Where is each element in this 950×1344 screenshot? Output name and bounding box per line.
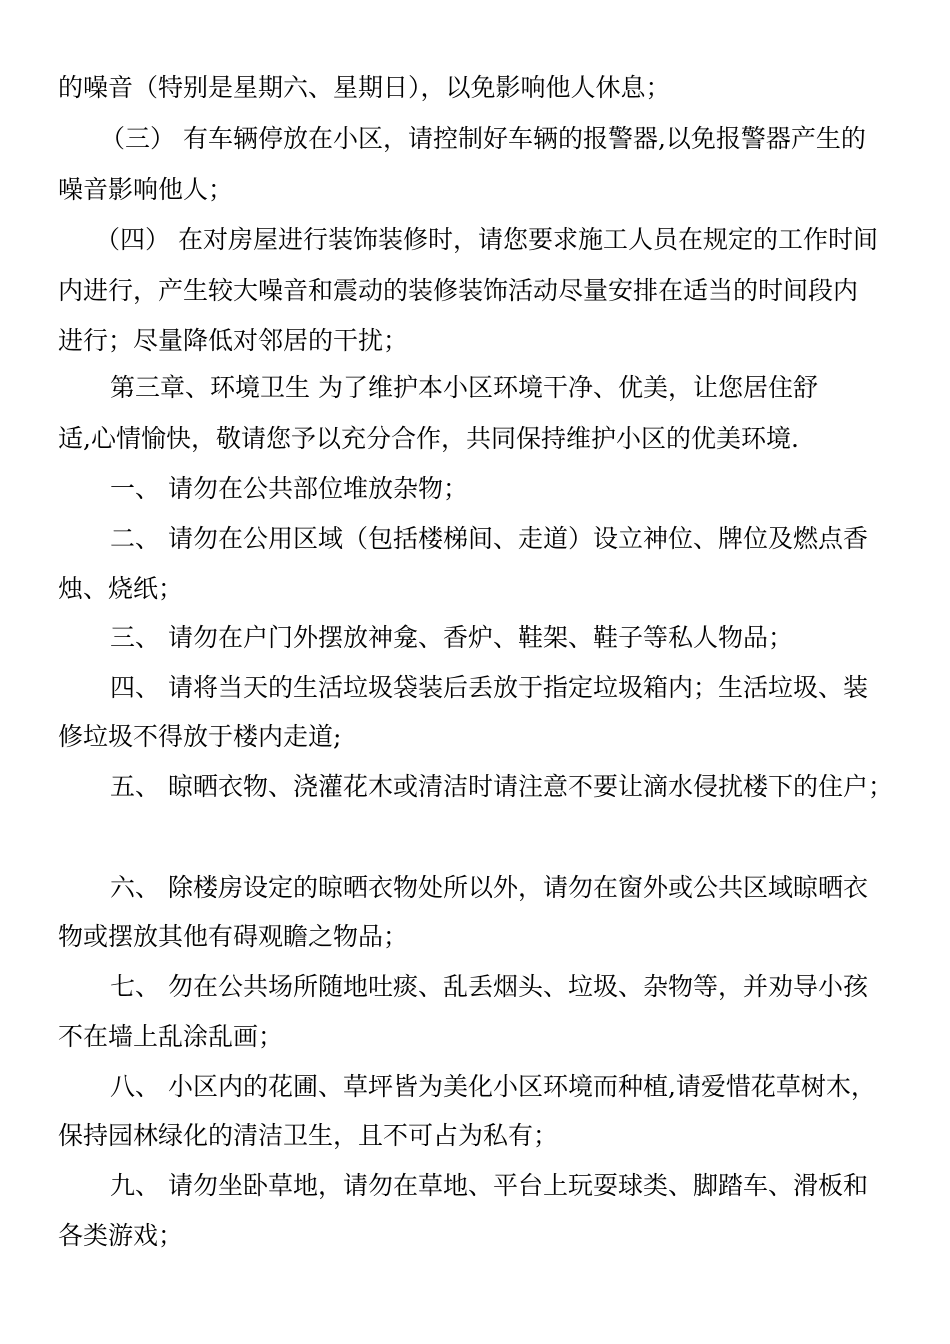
text-line: 的噪音（特别是星期六、星期日），以免影响他人休息； <box>58 73 671 102</box>
text-line: 内进行，产生较大噪音和震动的装修装饰活动尽量安排在适当的时间段内 <box>58 276 859 305</box>
list-item: 六、 除楼房设定的晾晒衣物处所以外，请勿在窗外或公共区域晾晒衣 <box>110 873 868 902</box>
text-line: （三） 有车辆停放在小区，请控制好车辆的报警器,以免报警器产生的 <box>100 124 866 153</box>
text-line: 修垃圾不得放于楼内走道; <box>58 722 342 751</box>
text-line: 噪音影响他人； <box>58 175 234 204</box>
list-item: 四、 请将当天的生活垃圾袋装后丢放于指定垃圾箱内；生活垃圾、装 <box>110 673 868 702</box>
text-line: 保持园林绿化的清洁卫生，且不可占为私有； <box>58 1121 559 1150</box>
list-item: 七、 勿在公共场所随地吐痰、乱丢烟头、垃圾、杂物等，并劝导小孩 <box>110 972 868 1001</box>
text-line: 各类游戏； <box>58 1221 184 1250</box>
list-item: 三、 请勿在户门外摆放神龛、香炉、鞋架、鞋子等私人物品； <box>110 623 793 652</box>
list-item: 五、 晾晒衣物、浇灌花木或清洁时请注意不要让滴水侵扰楼下的住户； <box>110 772 893 801</box>
text-line: 适,心情愉快，敬请您予以充分合作，共同保持维护小区的优美环境. <box>58 424 799 453</box>
chapter-heading-line: 第三章、环境卫生 为了维护本小区环境干净、优美，让您居住舒 <box>110 373 818 402</box>
text-line: 不在墙上乱涂乱画； <box>58 1022 284 1051</box>
text-line: 烛、烧纸； <box>58 574 184 603</box>
list-item: 九、 请勿坐卧草地，请勿在草地、平台上玩耍球类、脚踏车、滑板和 <box>110 1171 868 1200</box>
text-line: （四） 在对房屋进行装饰装修时，请您要求施工人员在规定的工作时间 <box>95 225 878 254</box>
list-item: 八、 小区内的花圃、草坪皆为美化小区环境而种植,请爱惜花草树木， <box>110 1072 876 1101</box>
text-line: 物或摆放其他有碍观瞻之物品； <box>58 922 409 951</box>
list-item: 一、 请勿在公共部位堆放杂物； <box>110 474 468 503</box>
text-line: 进行；尽量降低对邻居的干扰； <box>58 326 409 355</box>
list-item: 二、 请勿在公用区域（包括楼梯间、走道）设立神位、牌位及燃点香 <box>110 524 868 553</box>
